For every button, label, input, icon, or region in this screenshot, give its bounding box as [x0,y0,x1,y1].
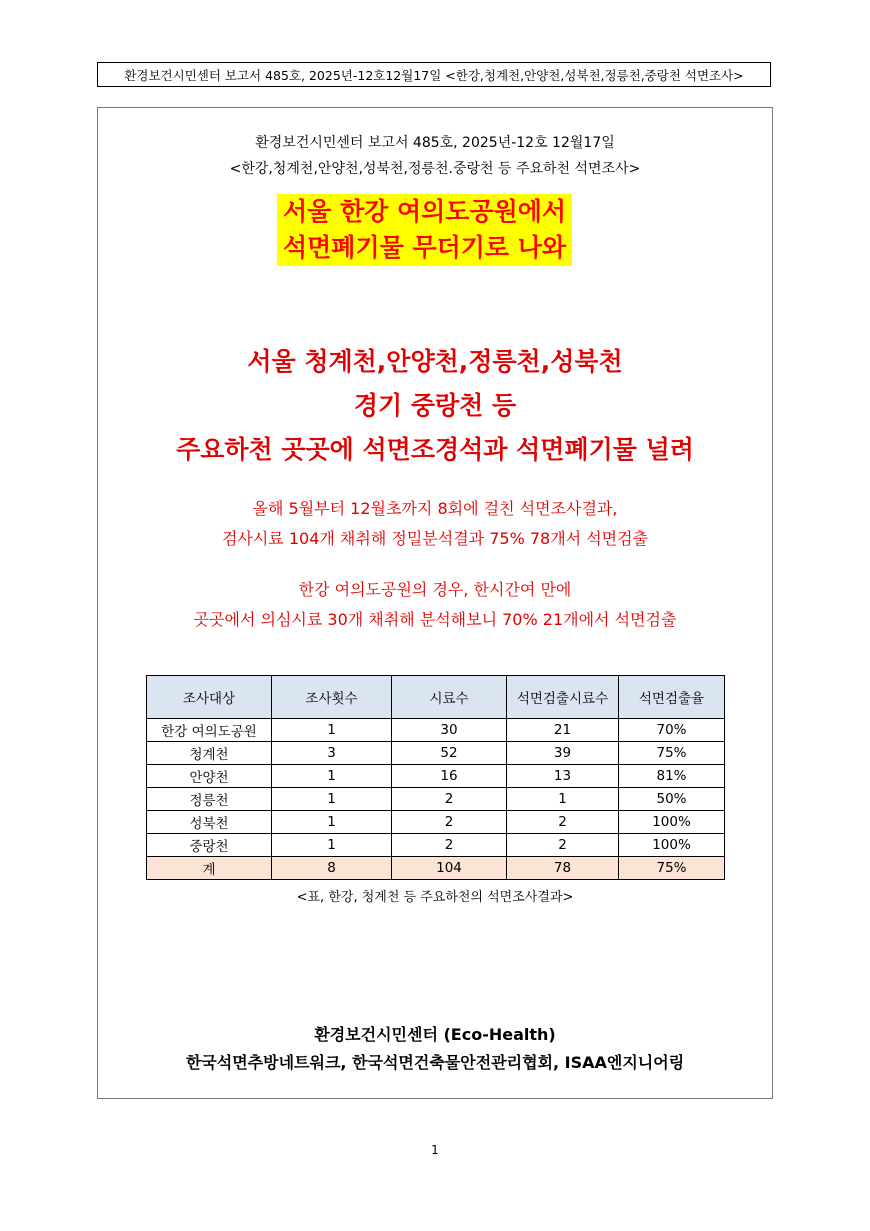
table-row [147,765,725,788]
subheadline-line-2: 경기 중랑천 등 [353,391,517,420]
org-line-2: 한국석면추방네트워크, 한국석면건축물안전관리협회, ISAA엔지니어링 [185,1053,685,1072]
cell: 계 [147,857,272,880]
cell: 1 [507,788,619,811]
table-total-row [147,857,725,880]
cell: 청계천 [147,742,272,765]
cell: 1 [272,811,392,834]
cell: 성북천 [147,811,272,834]
cell: 39 [507,742,619,765]
headline [277,194,572,266]
report-line: 환경보건시민센터 보고서 485호, 2025년-12호 12월17일 [255,135,615,151]
table-row [147,742,725,765]
cell: 70% [619,719,725,742]
headline-line-2: 석면폐기물 무더기로 나와 [277,230,572,266]
cell: 1 [272,719,392,742]
cell: 1 [272,765,392,788]
cell: 3 [272,742,392,765]
table-row [147,719,725,742]
summary-1-line-1: 올해 5월부터 12월초까지 8회에 걸친 석면조사결과, [252,499,618,518]
table-row [147,788,725,811]
cell: 13 [507,765,619,788]
running-header: 환경보건시민센터 보고서 485호, 2025년-12호12월17일 <한강,청계천,안양천,성북천,정릉천,중랑천 석면조사> [97,62,771,87]
headline-line-1: 서울 한강 여의도공원에서 [277,194,572,230]
report-subject: <한강,청계천,안양천,성북천,정릉천.중랑천 등 주요하천 석면조사> [229,161,641,177]
cell: 75% [619,742,725,765]
cell: 8 [272,857,392,880]
results-table [146,675,725,880]
cell: 30 [392,719,507,742]
subheadline-line-1: 서울 청계천,안양천,정릉천,성북천 [247,347,623,376]
cell: 중랑천 [147,834,272,857]
cell: 50% [619,788,725,811]
summary-1-line-2: 검사시료 104개 채취해 정밀분석결과 75% 78개서 석면검출 [221,529,649,548]
cell: 한강 여의도공원 [147,719,272,742]
cell: 100% [619,834,725,857]
cell: 2 [392,811,507,834]
cell: 16 [392,765,507,788]
table-row [147,834,725,857]
cell: 2 [507,834,619,857]
cell: 81% [619,765,725,788]
table-row [147,811,725,834]
cell: 1 [272,788,392,811]
header-detected-count: 석면검출시료수 [507,676,619,719]
header-survey-count: 조사횟수 [272,676,392,719]
cell: 2 [392,788,507,811]
cell: 104 [392,857,507,880]
org-line-1: 환경보건시민센터 (Eco-Health) [314,1025,556,1044]
subheadline-line-3: 주요하천 곳곳에 석면조경석과 석면폐기물 널려 [176,435,694,464]
summary-2-line-2: 곳곳에서 의심시료 30개 채취해 분석해보니 70% 21개에서 석면검출 [193,610,677,629]
cell: 52 [392,742,507,765]
cell: 75% [619,857,725,880]
summary-2-line-1: 한강 여의도공원의 경우, 한시간여 만에 [298,580,572,599]
table-caption: <표, 한강, 청계천 등 주요하천의 석면조사결과> [296,890,574,905]
header-sample-count: 시료수 [392,676,507,719]
header-detection-rate: 석면검출율 [619,676,725,719]
page-number: 1 [431,1143,439,1157]
cell: 2 [507,811,619,834]
cell: 100% [619,811,725,834]
header-target: 조사대상 [147,676,272,719]
cell: 21 [507,719,619,742]
cell: 1 [272,834,392,857]
cell: 78 [507,857,619,880]
cell: 안양천 [147,765,272,788]
table-header-row [147,676,725,719]
cell: 정릉천 [147,788,272,811]
cell: 2 [392,834,507,857]
